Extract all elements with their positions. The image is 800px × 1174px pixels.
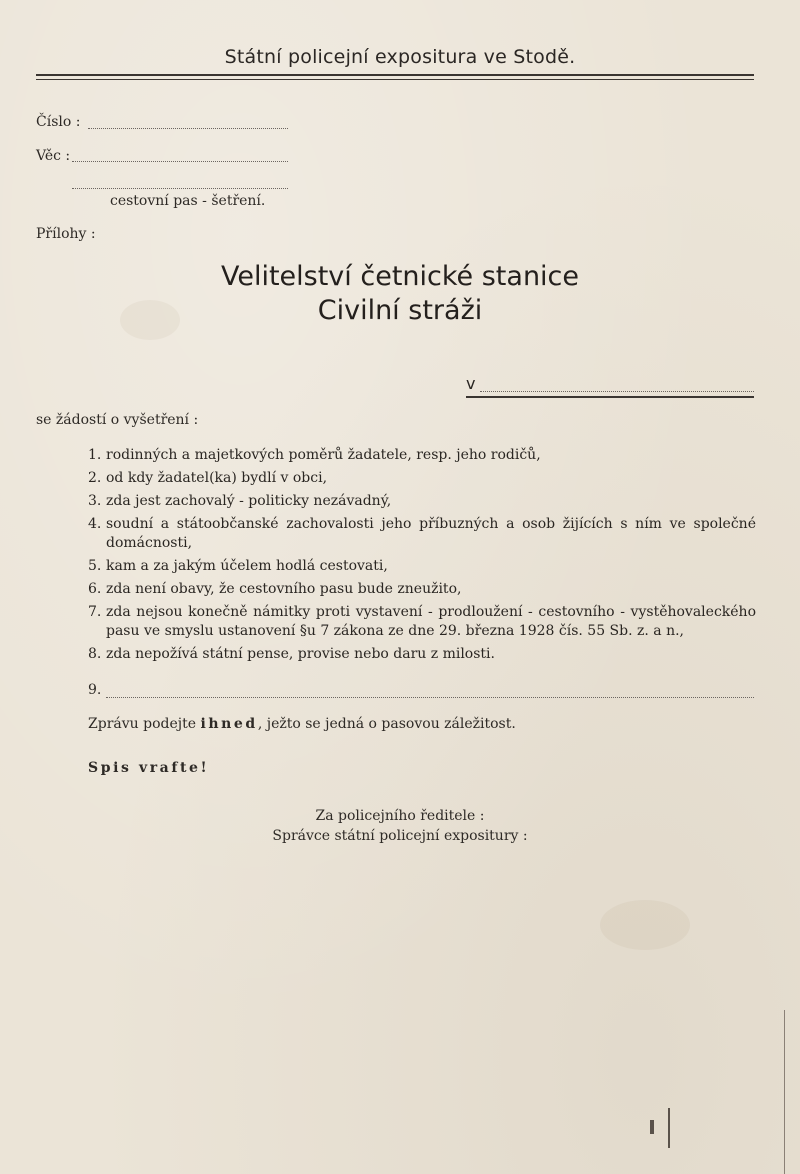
- cislo-label: Číslo :: [36, 114, 81, 130]
- item-text: rodinných a majetkových poměrů žadatele, resp. jeho rodičů,: [106, 447, 541, 463]
- list-item: [88, 492, 756, 511]
- item-number: 6.: [88, 581, 102, 597]
- item-text: zda jest zachovalý - politicky nezávadný,: [106, 493, 392, 509]
- list-item: [88, 446, 756, 465]
- item-number: 7.: [88, 604, 102, 620]
- cislo-field[interactable]: [88, 128, 288, 129]
- item-text: od kdy žadatel(ka) bydlí v obci,: [106, 470, 328, 486]
- item-number: 3.: [88, 493, 102, 509]
- report-before: Zprávu podejte: [88, 716, 201, 732]
- request-list: [88, 446, 756, 668]
- office-heading: Státní policejní expositura ve Stodě.: [224, 46, 576, 68]
- item-number: 8.: [88, 646, 102, 662]
- item-text: zda nejsou konečně námitky proti vystavení - prodloužení - cestovního - vystěhovaleckého pasu ve smyslu ustanovení §u 7 zákona ze dne 29. března 1928 čís. 55 Sb. z. a n.,: [106, 604, 756, 639]
- item-number: 4.: [88, 516, 102, 532]
- report-instruction: [88, 716, 516, 732]
- list-item: [88, 580, 756, 599]
- list-item: [88, 645, 756, 664]
- item-text: soudní a státoobčanské zachovalosti jeho příbuzných a osob žijících s ním ve společné domácnosti,: [106, 516, 756, 551]
- signature-line2: Správce státní policejní expositury :: [272, 828, 528, 844]
- recipient-line1: Velitelství četnické stanice: [220, 261, 580, 292]
- vec-field-line1[interactable]: [72, 161, 288, 162]
- return-file-note: Spis vrafte!: [88, 760, 210, 776]
- list-item: [88, 557, 756, 576]
- vec-field-line2[interactable]: [72, 188, 288, 189]
- page-edge: [784, 1010, 793, 1174]
- prilohy-label: Přílohy :: [36, 226, 96, 242]
- location-prefix: v: [466, 374, 476, 393]
- item-text: zda není obavy, že cestovního pasu bude zneužito,: [106, 581, 462, 597]
- item-9-number: 9.: [88, 682, 102, 698]
- vec-value: cestovní pas - šetření.: [110, 193, 266, 209]
- item-number: 2.: [88, 470, 102, 486]
- item-number: 1.: [88, 447, 102, 463]
- item-text: zda nepožívá státní pense, provise nebo daru z milosti.: [106, 646, 495, 662]
- header-rule-thin: [36, 79, 754, 80]
- paper-stain: [600, 900, 690, 950]
- binding-mark: [650, 1120, 654, 1134]
- location-rule: [466, 396, 754, 398]
- vec-label: Věc :: [36, 148, 71, 164]
- header-rule-thick: [36, 74, 754, 76]
- item-number: 5.: [88, 558, 102, 574]
- signature-line1: Za policejního ředitele :: [315, 808, 485, 824]
- report-after: , ježto se jedná o pasovou záležitost.: [257, 716, 516, 732]
- location-field[interactable]: [480, 391, 754, 392]
- list-item: [88, 469, 756, 488]
- binding-mark: [668, 1108, 670, 1148]
- item-9-field[interactable]: [106, 697, 754, 698]
- recipient-line2: Civilní stráži: [317, 295, 483, 326]
- list-item: [88, 515, 756, 553]
- item-text: kam a za jakým účelem hodlá cestovati,: [106, 558, 388, 574]
- report-emphasis: ihned: [200, 716, 258, 732]
- list-item: [88, 603, 756, 641]
- request-intro: se žádostí o vyšetření :: [36, 412, 199, 428]
